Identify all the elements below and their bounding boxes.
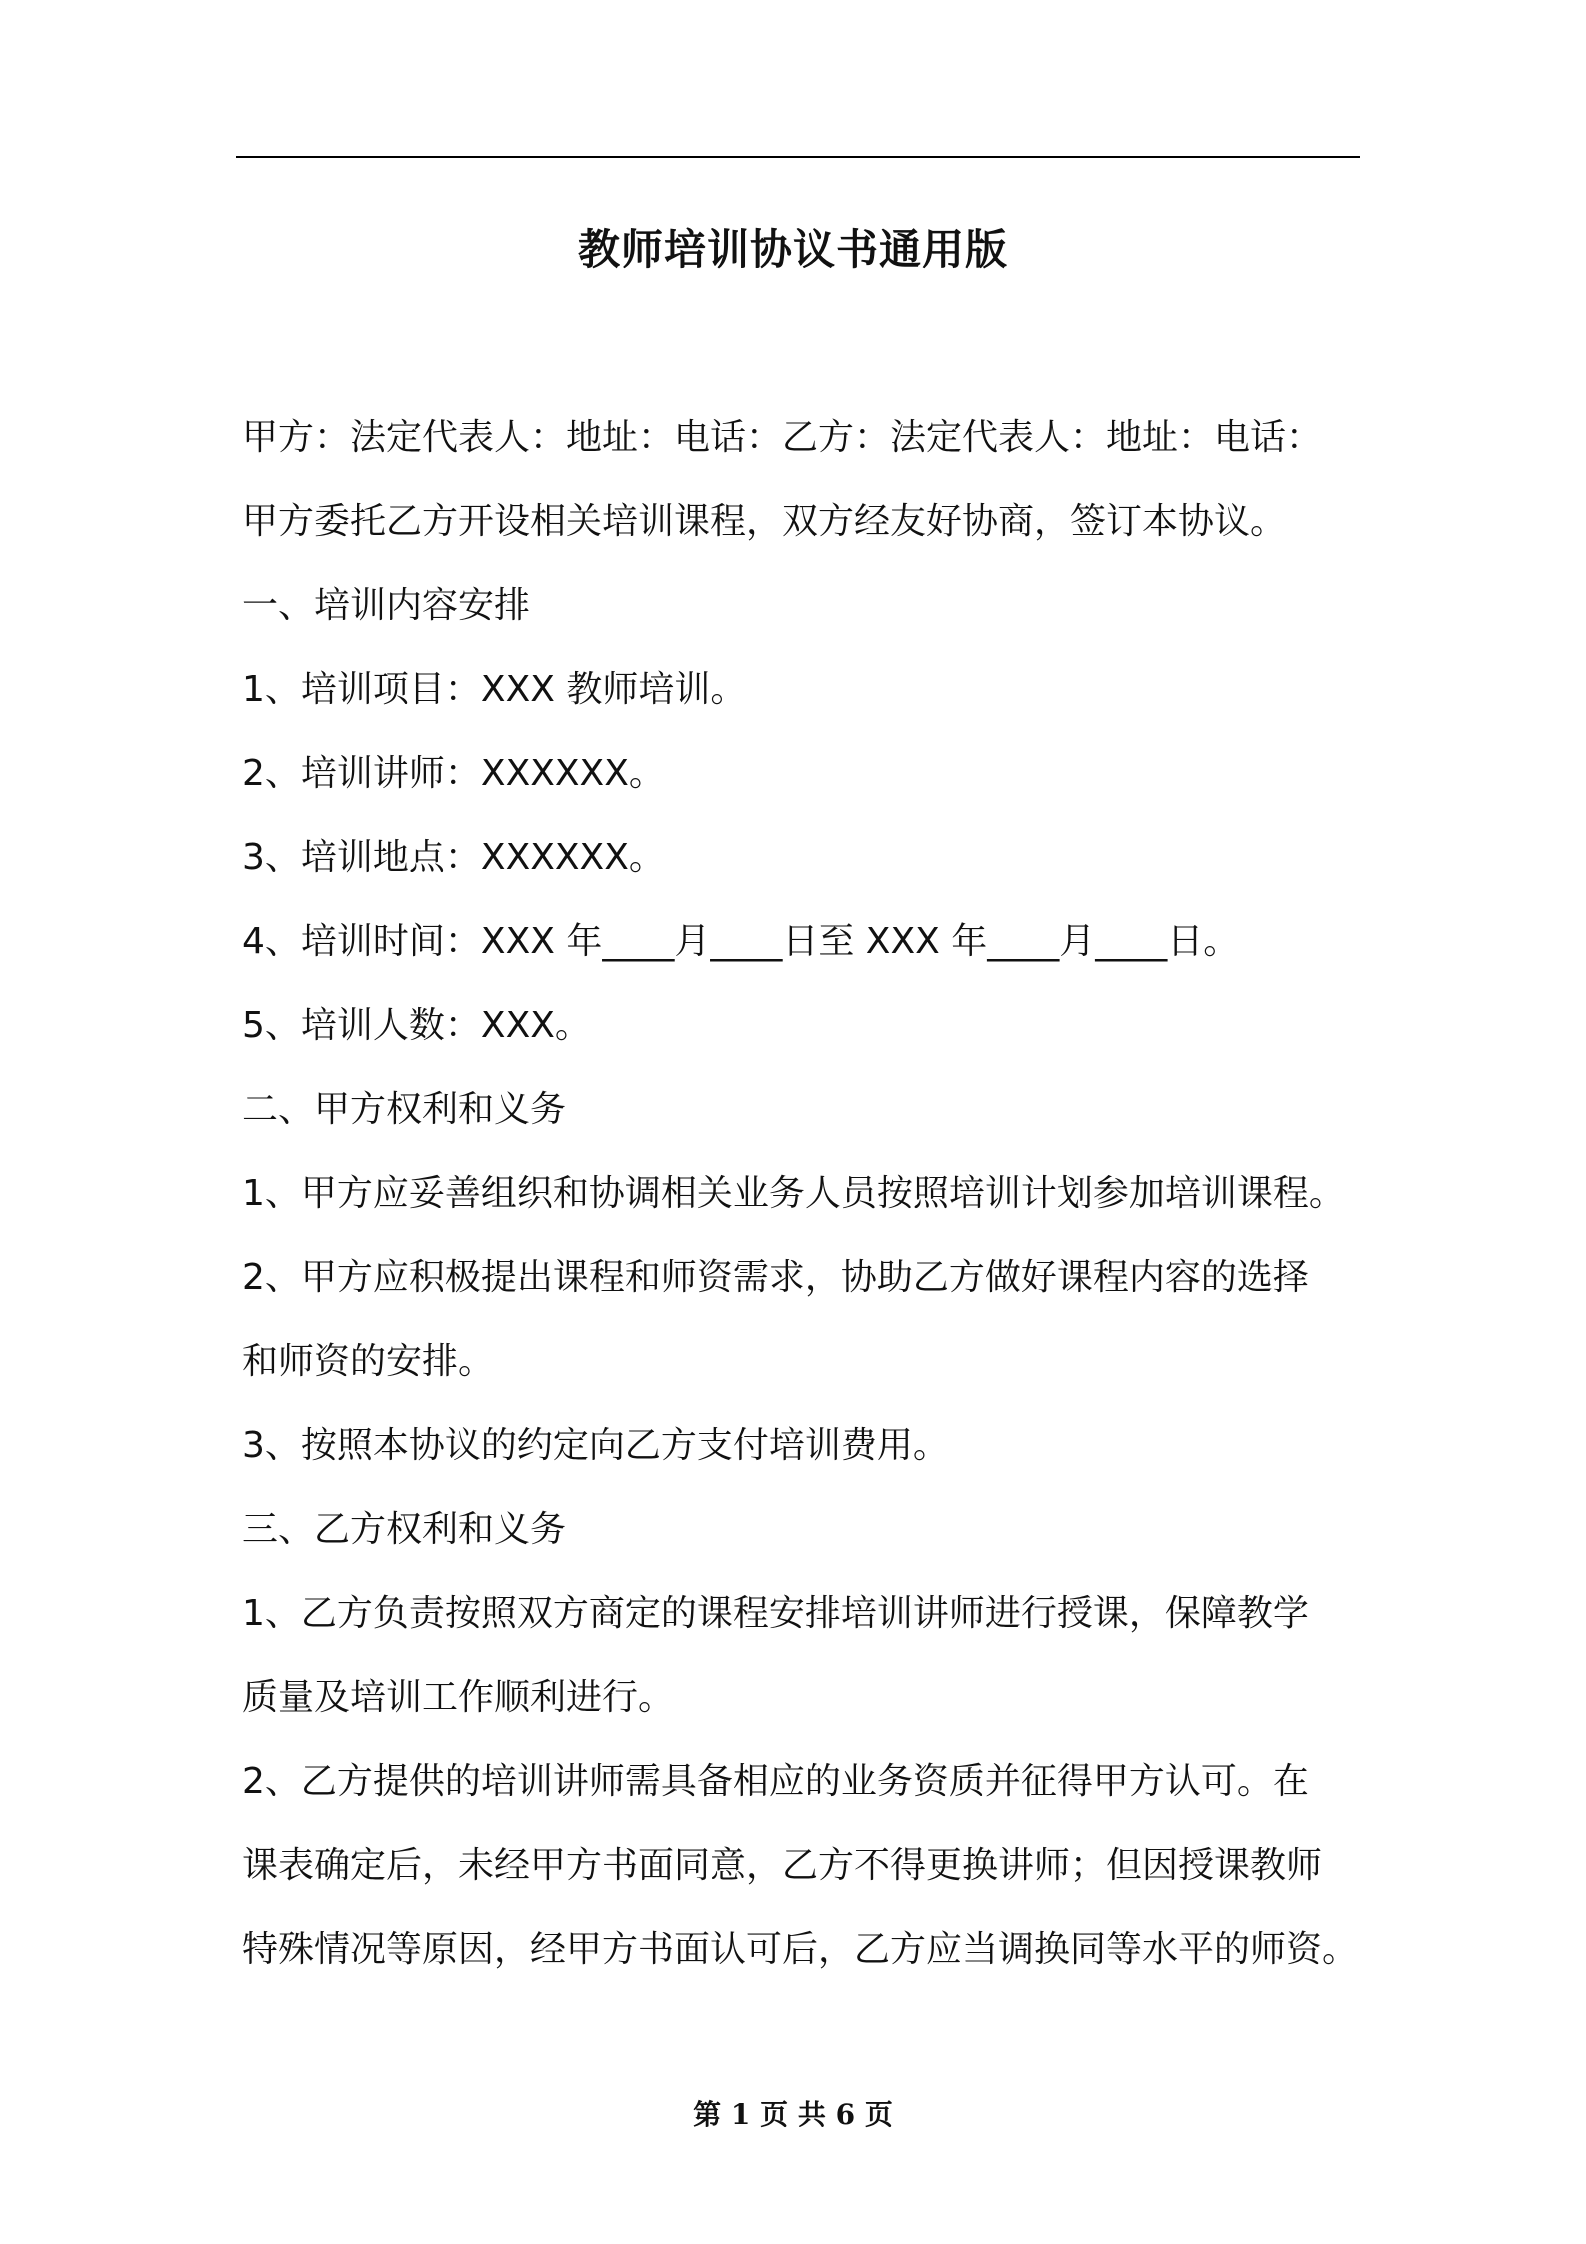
list-item-continuation: 课表确定后，未经甲方书面同意，乙方不得更换讲师；但因授课教师	[242, 1845, 1323, 1886]
list-item: 2、培训讲师：XXXXXX。	[242, 753, 665, 794]
list-item: 5、培训人数：XXX。	[242, 1005, 591, 1046]
list-item: 2、甲方应积极提出课程和师资需求，协助乙方做好课程内容的选择	[242, 1257, 1309, 1298]
list-item-continuation: 和师资的安排。	[242, 1341, 495, 1382]
list-item: 3、培训地点：XXXXXX。	[242, 837, 665, 878]
section-heading-1: 一、培训内容安排	[242, 585, 531, 626]
list-item-continuation: 质量及培训工作顺利进行。	[242, 1677, 675, 1718]
document-title: 教师培训协议书通用版	[577, 225, 1008, 274]
list-item: 1、乙方负责按照双方商定的课程安排培训讲师进行授课，保障教学	[242, 1593, 1309, 1634]
body-line-parties: 甲方：法定代表人：地址：电话：乙方：法定代表人：地址：电话：	[242, 417, 1323, 458]
page-footer	[0, 2090, 1586, 2140]
list-item: 4、培训时间：XXX 年____月____日至 XXX 年____月____日。	[242, 921, 1240, 962]
body-line-intro: 甲方委托乙方开设相关培训课程，双方经友好协商，签订本协议。	[242, 501, 1287, 542]
section-heading-3: 三、乙方权利和义务	[242, 1509, 567, 1550]
header-rule	[236, 156, 1360, 158]
list-item-continuation: 特殊情况等原因，经甲方书面认可后，乙方应当调换同等水平的师资。	[242, 1929, 1359, 1970]
document-body	[242, 396, 1372, 1992]
list-item: 1、甲方应妥善组织和协调相关业务人员按照培训计划参加培训课程。	[242, 1173, 1345, 1214]
list-item: 2、乙方提供的培训讲师需具备相应的业务资质并征得甲方认可。在	[242, 1761, 1309, 1802]
list-item: 3、按照本协议的约定向乙方支付培训费用。	[242, 1425, 949, 1466]
list-item: 1、培训项目：XXX 教师培训。	[242, 669, 747, 710]
section-heading-2: 二、甲方权利和义务	[242, 1089, 567, 1130]
page-number: 第 1 页 共 6 页	[693, 2098, 893, 2131]
